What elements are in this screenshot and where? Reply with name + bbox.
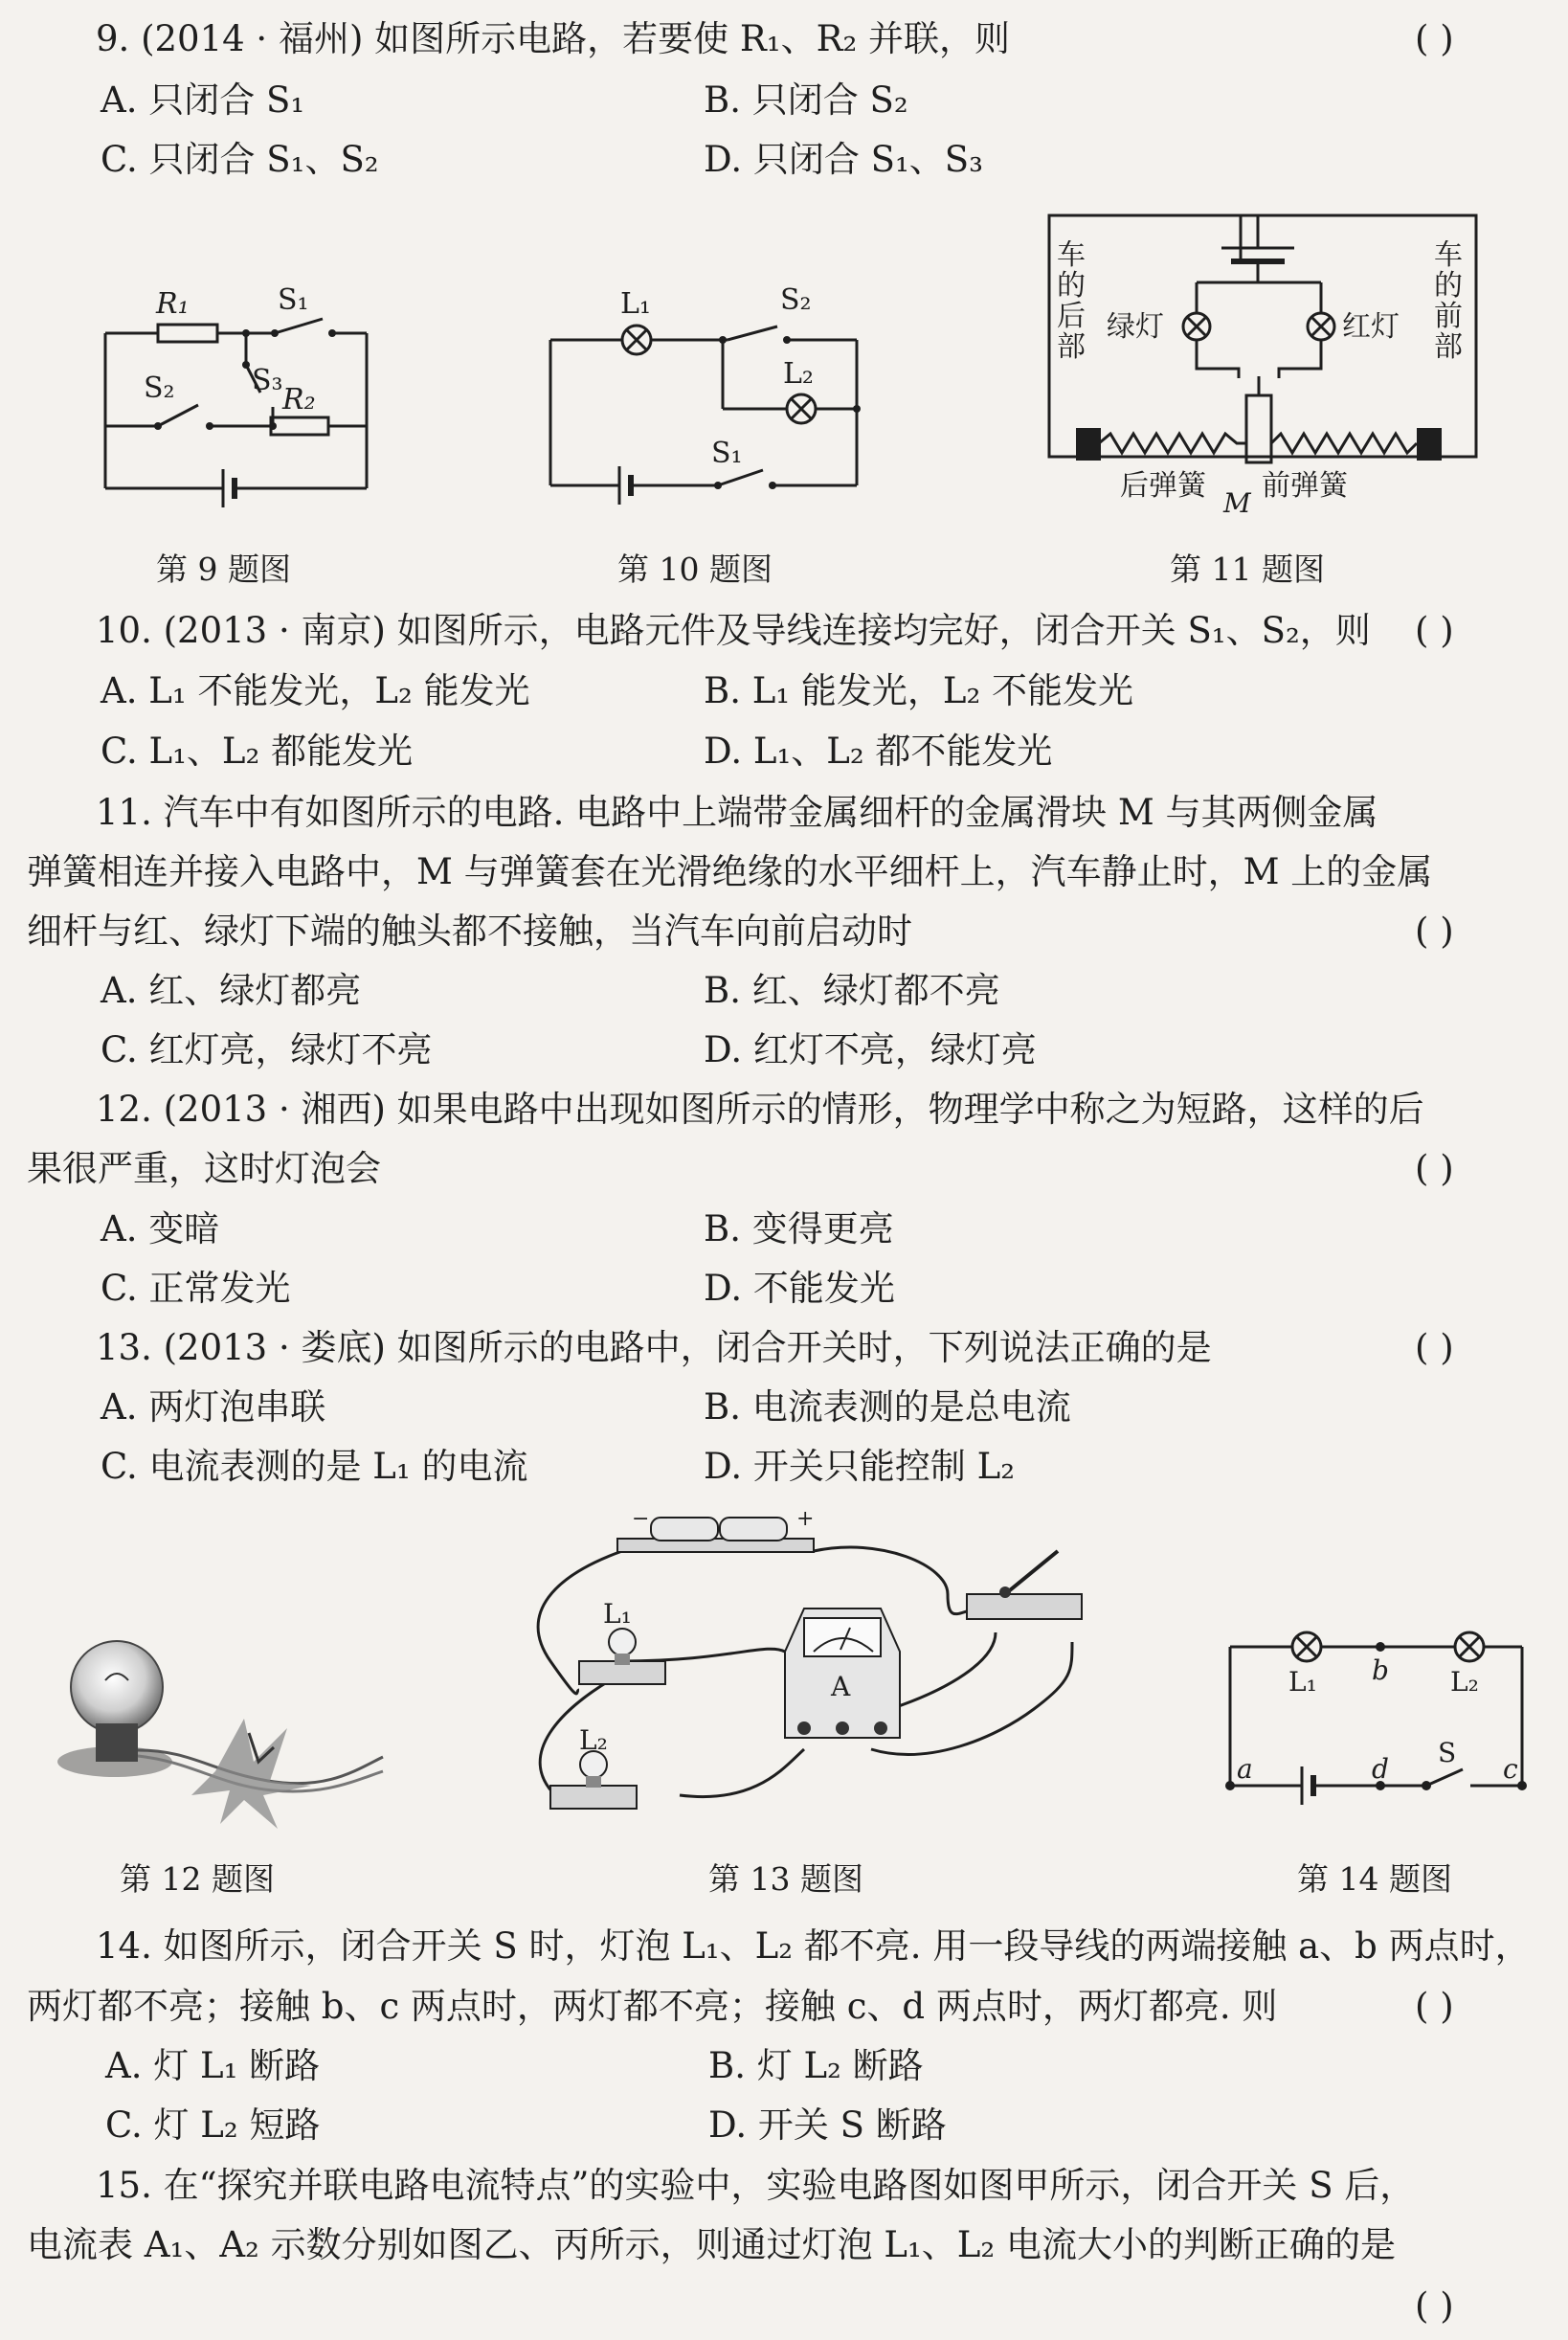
q11-option-b[interactable]: B. 红、绿灯都不亮	[704, 970, 1000, 1011]
fig14-d-label: d	[1372, 1753, 1389, 1785]
q9-option-b[interactable]: B. 只闭合 S₂	[704, 79, 908, 121]
fig11-rear-label: 车的后部	[1057, 240, 1086, 364]
q14-option-d[interactable]: D. 开关 S 断路	[708, 2104, 947, 2146]
fig14-a-label: a	[1237, 1753, 1253, 1785]
caption-fig12: 第 12 题图	[120, 1860, 275, 1898]
q10-option-a[interactable]: A. L₁ 不能发光，L₂ 能发光	[101, 670, 530, 711]
battery-icon	[651, 1518, 718, 1541]
figure-9-circuit	[91, 273, 397, 522]
q14-stem-line-1: 14. 如图所示，闭合开关 S 时，灯泡 L₁、L₂ 都不亮. 用一段导线的两端接触 a、b 两点时，	[96, 1925, 1531, 1967]
fig11-rear-spring-label: 后弹簧	[1120, 469, 1206, 503]
fig10-l1-label: L₁	[620, 287, 651, 321]
fig10-l2-label: L₂	[783, 357, 814, 391]
q13-option-c[interactable]: C. 电流表测的是 L₁ 的电流	[101, 1446, 528, 1487]
q12-stem-line-1: 12. (2013 · 湘西) 如果电路中出现如图所示的情形，物理学中称之为短路，这样的后	[96, 1089, 1424, 1130]
q13-option-a[interactable]: A. 两灯泡串联	[101, 1386, 326, 1428]
q12-option-d[interactable]: D. 不能发光	[704, 1268, 895, 1309]
fig11-green-light-label: 绿灯	[1107, 310, 1164, 344]
q9-option-a[interactable]: A. 只闭合 S₁	[101, 79, 305, 121]
svg-text:+: +	[796, 1507, 815, 1531]
figure-12-short-circuit	[48, 1628, 392, 1838]
switch-icon	[1005, 1551, 1058, 1594]
fig9-s3-label: S₃	[252, 364, 283, 397]
q12-option-a[interactable]: A. 变暗	[101, 1208, 220, 1249]
q15-bracket: ( )	[1415, 2285, 1454, 2327]
figure-14-circuit	[1216, 1618, 1541, 1838]
q11-option-a[interactable]: A. 红、绿灯都亮	[101, 970, 362, 1011]
q14-option-a[interactable]: A. 灯 L₁ 断路	[105, 2045, 321, 2086]
caption-fig10: 第 10 题图	[617, 551, 773, 588]
svg-text:−: −	[632, 1507, 650, 1531]
q15-stem-line-2: 电流表 A₁、A₂ 示数分别如图乙、丙所示，则通过灯泡 L₁、L₂ 电流大小的判断正确的是	[27, 2224, 1396, 2265]
q11-bracket: ( )	[1415, 911, 1454, 952]
q12-option-c[interactable]: C. 正常发光	[101, 1268, 291, 1309]
figure-10-circuit	[541, 273, 866, 522]
figure-11-car-circuit	[1034, 206, 1493, 522]
fig9-s2-label: S₂	[144, 371, 175, 405]
q10-option-d[interactable]: D. L₁、L₂ 都不能发光	[704, 731, 1053, 772]
fig14-l1-label: L₁	[1288, 1666, 1317, 1698]
q12-stem-line-2: 果很严重，这时灯泡会	[27, 1148, 381, 1189]
q13-option-d[interactable]: D. 开关只能控制 L₂	[704, 1446, 1016, 1487]
fig13-l1-label: L₁	[603, 1598, 632, 1630]
fig9-s1-label: S₁	[278, 283, 309, 317]
q12-option-b[interactable]: B. 变得更亮	[704, 1208, 894, 1249]
q14-stem-line-2: 两灯都不亮；接触 b、c 两点时，两灯都不亮；接触 c、d 两点时，两灯都亮. 则	[27, 1986, 1278, 2027]
fig10-s1-label: S₁	[711, 437, 743, 470]
fig14-l2-label: L₂	[1450, 1666, 1479, 1698]
q11-stem-line-2: 弹簧相连并接入电路中，M 与弹簧套在光滑绝缘的水平细杆上，汽车静止时，M 上的金属	[27, 851, 1433, 892]
q11-option-d[interactable]: D. 红灯不亮，绿灯亮	[704, 1029, 1037, 1070]
q10-option-b[interactable]: B. L₁ 能发光，L₂ 不能发光	[704, 670, 1134, 711]
q10-stem: 10. (2013 · 南京) 如图所示，电路元件及导线连接均完好，闭合开关 S₁、S₂，则	[96, 610, 1371, 651]
caption-fig11: 第 11 题图	[1170, 551, 1325, 588]
q11-option-c[interactable]: C. 红灯亮，绿灯不亮	[101, 1029, 433, 1070]
q11-stem-line-3: 细杆与红、绿灯下端的触头都不接触，当汽车向前启动时	[27, 911, 912, 952]
q9-bracket: ( )	[1415, 18, 1454, 59]
q9-option-d[interactable]: D. 只闭合 S₁、S₃	[704, 139, 983, 180]
q10-option-c[interactable]: C. L₁、L₂ 都能发光	[101, 731, 414, 772]
fig9-r2-label: R₂	[282, 383, 316, 416]
fig11-red-light-label: 红灯	[1342, 310, 1400, 344]
q14-option-b[interactable]: B. 灯 L₂ 断路	[708, 2045, 924, 2086]
q11-stem-line-1: 11. 汽车中有如图所示的电路. 电路中上端带金属细杆的金属滑块 M 与其两侧金属	[96, 792, 1378, 833]
bulb-icon	[71, 1641, 163, 1733]
q14-bracket: ( )	[1415, 1986, 1454, 2027]
fig9-r1-label: R₁	[156, 287, 190, 321]
fig11-m-label: M	[1223, 487, 1251, 519]
figure-13-physical-circuit	[498, 1498, 1110, 1834]
fig11-front-label: 车的前部	[1434, 240, 1463, 364]
caption-fig9: 第 9 题图	[156, 551, 291, 588]
q14-option-c[interactable]: C. 灯 L₂ 短路	[105, 2104, 321, 2146]
q13-bracket: ( )	[1415, 1327, 1454, 1368]
q9-stem: 9. (2014 · 福州) 如图所示电路，若要使 R₁、R₂ 并联，则	[96, 18, 1011, 59]
lamp-l1-icon	[609, 1629, 636, 1655]
q13-option-b[interactable]: B. 电流表测的是总电流	[704, 1386, 1071, 1428]
caption-fig14: 第 14 题图	[1297, 1860, 1452, 1898]
q10-bracket: ( )	[1415, 610, 1454, 651]
fig10-s2-label: S₂	[780, 283, 812, 317]
q13-stem: 13. (2013 · 娄底) 如图所示的电路中，闭合开关时，下列说法正确的是	[96, 1327, 1212, 1368]
fig14-b-label: b	[1372, 1654, 1389, 1686]
caption-fig13: 第 13 题图	[708, 1860, 863, 1898]
q15-stem-line-1: 15. 在“探究并联电路电流特点”的实验中，实验电路图如图甲所示，闭合开关 S 后，	[96, 2165, 1416, 2206]
q9-option-c[interactable]: C. 只闭合 S₁、S₂	[101, 139, 379, 180]
fig13-a-label: A	[831, 1671, 851, 1702]
fig13-l2-label: L₂	[579, 1724, 608, 1756]
fig11-front-spring-label: 前弹簧	[1262, 469, 1348, 503]
fig14-s-label: S	[1438, 1737, 1457, 1768]
q12-bracket: ( )	[1415, 1148, 1454, 1189]
fig14-c-label: c	[1503, 1753, 1518, 1785]
